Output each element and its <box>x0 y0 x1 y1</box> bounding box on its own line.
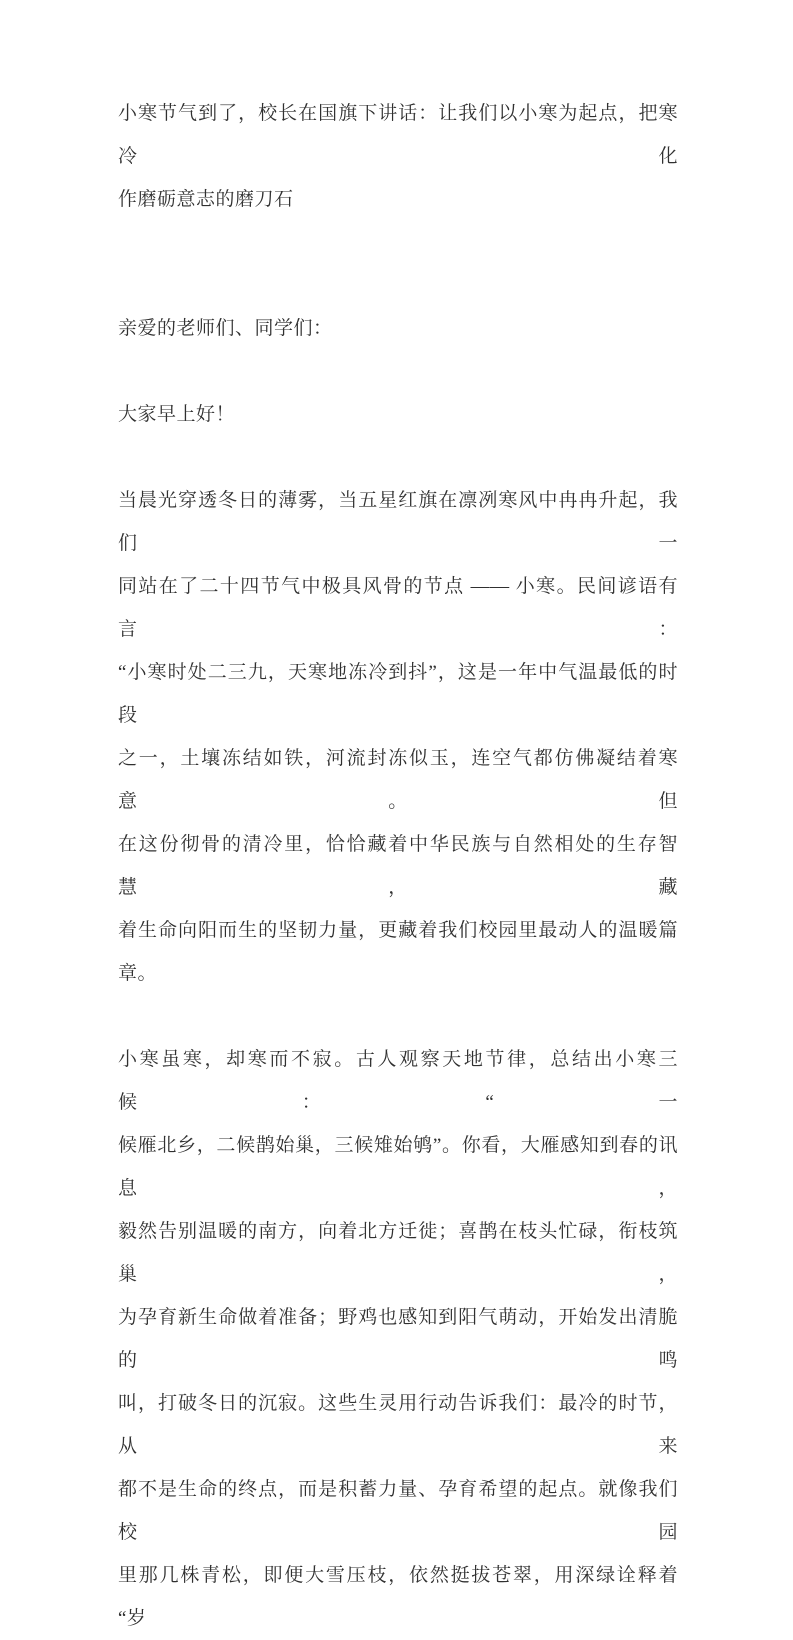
paragraph-greeting <box>118 393 678 436</box>
text-line: 都不是生命的终点，而是积蓄力量、孕育希望的起点。就像我们校园 <box>118 1479 678 1543</box>
text-line: 作磨砺意志的磨刀石 <box>118 189 294 210</box>
text-line: 着生命向阳而生的坚韧力量，更藏着我们校园里最动人的温暖篇章。 <box>118 920 678 984</box>
text-line: 为孕育新生命做着准备；野鸡也感知到阳气萌动，开始发出清脆的鸣 <box>118 1307 678 1371</box>
text-line: 叫，打破冬日的沉寂。这些生灵用行动告诉我们：最冷的时节，从来 <box>118 1393 678 1457</box>
text-line: 之一，土壤冻结如铁，河流封冻似玉，连空气都仿佛凝结着寒意。但 <box>118 748 678 812</box>
text-line: 在这份彻骨的清冷里，恰恰藏着中华民族与自然相处的生存智慧，藏 <box>118 834 678 898</box>
paragraph-salutation <box>118 307 678 350</box>
text-line: 同站在了二十四节气中极具风骨的节点 —— 小寒。民间谚语有言： <box>118 576 678 640</box>
paragraph-title <box>118 92 678 221</box>
text-line: 小寒虽寒，却寒而不寂。古人观察天地节律，总结出小寒三候：“一 <box>118 1049 678 1113</box>
text-line: 亲爱的老师们、同学们： <box>118 318 333 339</box>
text-line: 候雁北乡，二候鹊始巢，三候雉始鸲”。你看，大雁感知到春的讯息， <box>118 1135 678 1199</box>
text-line: “小寒时处二三九，天寒地冻冷到抖”，这是一年中气温最低的时段 <box>118 662 678 726</box>
text-line: 大家早上好！ <box>118 404 236 425</box>
text-line: 毅然告别温暖的南方，向着北方迁徙；喜鹊在枝头忙碌，衔枝筑巢， <box>118 1221 678 1285</box>
paragraph-body-2 <box>118 1038 678 1640</box>
text-line: 里那几株青松，即便大雪压枝，依然挺拔苍翠，用深绿诠释着 “岁 <box>118 1565 678 1629</box>
text-line: 当晨光穿透冬日的薄雾，当五星红旗在凛冽寒风中冉冉升起，我们一 <box>118 490 678 554</box>
paragraph-body-1 <box>118 479 678 995</box>
text-line: 小寒节气到了，校长在国旗下讲话：让我们以小寒为起点，把寒冷化 <box>118 103 678 167</box>
